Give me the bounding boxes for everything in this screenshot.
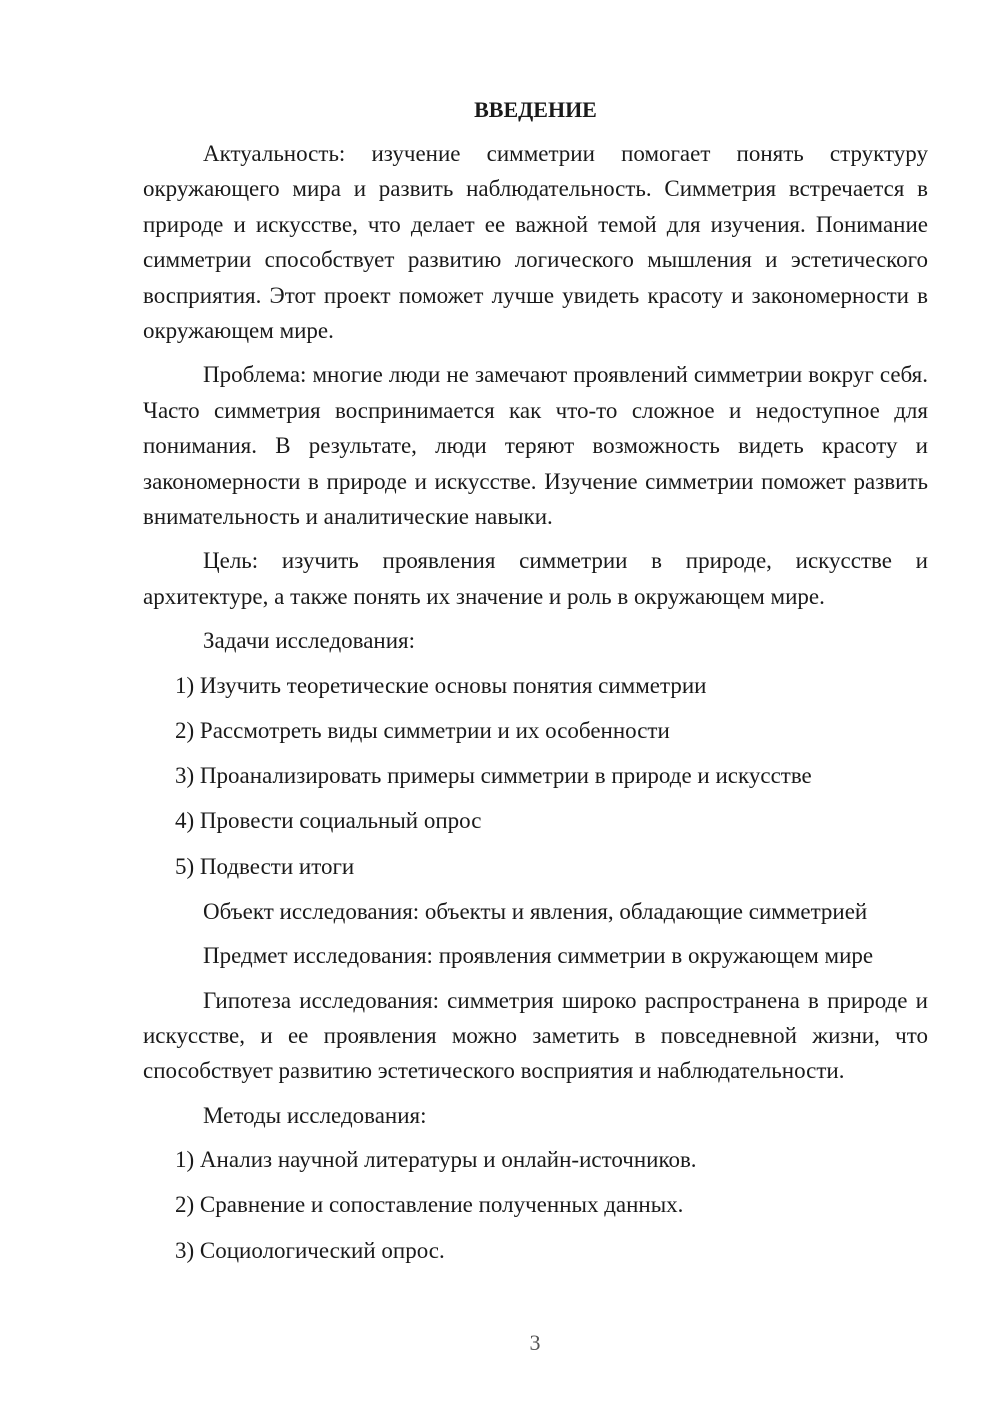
methods-list [143, 1142, 928, 1268]
list-item: 1) Анализ научной литературы и онлайн-источников. [175, 1147, 697, 1173]
list-item: 4) Провести социальный опрос [175, 808, 482, 834]
hypothesis-paragraph: Гипотеза исследования: симметрия широко распространена в природе и искусстве, и ее проявления можно заметить в повседневной жизни, что способствует развитию эстетического восприятия и наблюдательности. [143, 987, 928, 1084]
object-paragraph: Объект исследования: объекты и явления, обладающие симметрией [203, 898, 868, 924]
list-item: 2) Рассмотреть виды симметрии и их особенности [175, 717, 670, 743]
page-number: 3 [529, 1330, 541, 1355]
methods-heading: Методы исследования: [203, 1102, 427, 1128]
tasks-heading: Задачи исследования: [203, 628, 416, 654]
problem-paragraph: Проблема: многие люди не замечают проявлений симметрии вокруг себя. Часто симметрия воспринимается как что-то сложное и недоступное для понимания. В результате, люди теряют возможность видеть красоту и закономерности в природе и искусстве. Изучение симметрии поможет развить внимательность и аналитические навыки. [143, 362, 928, 530]
goal-paragraph: Цель: изучить проявления симметрии в природе, искусстве и архитектуре, а также понять их значение и роль в окружающем мире. [143, 548, 928, 609]
list-item: 1) Изучить теоретические основы понятия симметрии [175, 672, 707, 698]
list-item: 3) Социологический опрос. [175, 1237, 445, 1263]
list-item: 3) Проанализировать примеры симметрии в природе и искусстве [175, 763, 812, 789]
tasks-list [143, 668, 928, 884]
subject-paragraph: Предмет исследования: проявления симметрии в окружающем мире [203, 943, 874, 969]
relevance-paragraph: Актуальность: изучение симметрии помогает понять структуру окружающего мира и развить наблюдательность. Симметрия встречается в природе и искусстве, что делает ее важной темой для изучения. Понимание симметрии способствует развитию логического мышления и эстетического восприятия. Этот проект поможет лучше увидеть красоту и закономерности в окружающем мире. [143, 141, 928, 344]
section-title: ВВЕДЕНИЕ [474, 97, 597, 122]
list-item: 5) Подвести итоги [175, 853, 355, 879]
list-item: 2) Сравнение и сопоставление полученных данных. [175, 1192, 684, 1218]
document-page [143, 88, 928, 1278]
